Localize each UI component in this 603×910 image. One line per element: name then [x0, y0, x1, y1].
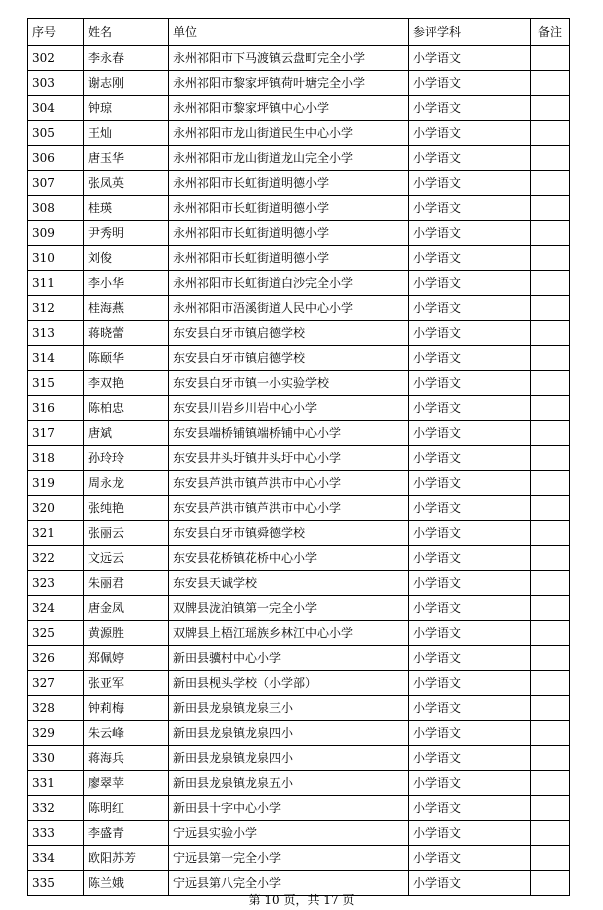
cell-seq: 306	[28, 146, 84, 171]
cell-seq: 329	[28, 721, 84, 746]
cell-note	[531, 846, 570, 871]
cell-name: 钟琼	[84, 96, 169, 121]
cell-name: 张亚军	[84, 671, 169, 696]
table-row	[28, 71, 570, 96]
cell-unit: 东安县花桥镇花桥中心小学	[169, 546, 409, 571]
cell-note	[531, 771, 570, 796]
cell-subject: 小学语文	[409, 771, 531, 796]
cell-name: 张丽云	[84, 521, 169, 546]
cell-unit: 新田县龙泉镇龙泉四小	[169, 746, 409, 771]
cell-name: 唐斌	[84, 421, 169, 446]
cell-name: 孙玲玲	[84, 446, 169, 471]
cell-note	[531, 796, 570, 821]
cell-seq: 324	[28, 596, 84, 621]
cell-unit: 东安县白牙市镇启德学校	[169, 321, 409, 346]
cell-name: 李永春	[84, 46, 169, 71]
cell-name: 欧阳苏芳	[84, 846, 169, 871]
cell-note	[531, 671, 570, 696]
cell-name: 谢志刚	[84, 71, 169, 96]
cell-unit: 东安县天诚学校	[169, 571, 409, 596]
cell-seq: 313	[28, 321, 84, 346]
cell-unit: 东安县芦洪市镇芦洪市中心小学	[169, 496, 409, 521]
cell-subject: 小学语文	[409, 571, 531, 596]
table-row	[28, 396, 570, 421]
cell-subject: 小学语文	[409, 496, 531, 521]
cell-note	[531, 346, 570, 371]
cell-note	[531, 621, 570, 646]
cell-seq: 312	[28, 296, 84, 321]
header-subject: 参评学科	[409, 19, 531, 46]
cell-unit: 永州祁阳市黎家坪镇荷叶塘完全小学	[169, 71, 409, 96]
table-row	[28, 471, 570, 496]
cell-subject: 小学语文	[409, 721, 531, 746]
cell-subject: 小学语文	[409, 596, 531, 621]
cell-subject: 小学语文	[409, 246, 531, 271]
cell-note	[531, 321, 570, 346]
table-row	[28, 371, 570, 396]
table-row	[28, 771, 570, 796]
cell-subject: 小学语文	[409, 321, 531, 346]
cell-seq: 303	[28, 71, 84, 96]
cell-unit: 新田县骥村中心小学	[169, 646, 409, 671]
cell-subject: 小学语文	[409, 221, 531, 246]
cell-seq: 323	[28, 571, 84, 596]
cell-seq: 333	[28, 821, 84, 846]
table-row	[28, 246, 570, 271]
cell-seq: 320	[28, 496, 84, 521]
table-body	[28, 46, 570, 896]
cell-seq: 335	[28, 871, 84, 896]
cell-seq: 318	[28, 446, 84, 471]
cell-seq: 334	[28, 846, 84, 871]
page-number-footer: 第 10 页，共 17 页	[248, 893, 355, 907]
cell-unit: 双牌县泷泊镇第一完全小学	[169, 596, 409, 621]
cell-subject: 小学语文	[409, 271, 531, 296]
cell-unit: 东安县端桥铺镇端桥铺中心小学	[169, 421, 409, 446]
table-row	[28, 346, 570, 371]
cell-name: 李双艳	[84, 371, 169, 396]
cell-seq: 322	[28, 546, 84, 571]
cell-name: 文远云	[84, 546, 169, 571]
cell-name: 李盛青	[84, 821, 169, 846]
cell-note	[531, 396, 570, 421]
cell-unit: 永州祁阳市长虹街道明德小学	[169, 196, 409, 221]
cell-unit: 永州祁阳市长虹街道明德小学	[169, 171, 409, 196]
cell-seq: 317	[28, 421, 84, 446]
cell-seq: 326	[28, 646, 84, 671]
cell-seq: 328	[28, 696, 84, 721]
cell-note	[531, 71, 570, 96]
cell-name: 陈颐华	[84, 346, 169, 371]
table-row	[28, 96, 570, 121]
cell-subject: 小学语文	[409, 546, 531, 571]
cell-name: 张纯艳	[84, 496, 169, 521]
cell-name: 尹秀明	[84, 221, 169, 246]
cell-name: 刘俊	[84, 246, 169, 271]
cell-unit: 东安县井头圩镇井头圩中心小学	[169, 446, 409, 471]
cell-note	[531, 696, 570, 721]
table-row	[28, 821, 570, 846]
cell-note	[531, 746, 570, 771]
cell-subject: 小学语文	[409, 71, 531, 96]
cell-note	[531, 221, 570, 246]
table-row	[28, 46, 570, 71]
cell-seq: 316	[28, 396, 84, 421]
cell-unit: 新田县枧头学校（小学部）	[169, 671, 409, 696]
cell-seq: 330	[28, 746, 84, 771]
cell-note	[531, 371, 570, 396]
cell-unit: 新田县龙泉镇龙泉四小	[169, 721, 409, 746]
cell-subject: 小学语文	[409, 671, 531, 696]
cell-seq: 319	[28, 471, 84, 496]
cell-note	[531, 271, 570, 296]
table-row	[28, 171, 570, 196]
cell-unit: 永州祁阳市下马渡镇云盘町完全小学	[169, 46, 409, 71]
cell-name: 钟莉梅	[84, 696, 169, 721]
table-row	[28, 596, 570, 621]
table-row	[28, 496, 570, 521]
cell-seq: 307	[28, 171, 84, 196]
cell-unit: 永州祁阳市长虹街道白沙完全小学	[169, 271, 409, 296]
cell-unit: 新田县十字中心小学	[169, 796, 409, 821]
cell-name: 廖翠苹	[84, 771, 169, 796]
cell-subject: 小学语文	[409, 646, 531, 671]
cell-name: 黄源胜	[84, 621, 169, 646]
cell-seq: 310	[28, 246, 84, 271]
cell-unit: 双牌县上梧江瑶族乡林江中心小学	[169, 621, 409, 646]
cell-subject: 小学语文	[409, 346, 531, 371]
cell-unit: 宁远县第八完全小学	[169, 871, 409, 896]
table-row	[28, 871, 570, 896]
cell-subject: 小学语文	[409, 846, 531, 871]
roster-table	[27, 18, 570, 896]
cell-unit: 东安县芦洪市镇芦洪市中心小学	[169, 471, 409, 496]
cell-unit: 东安县白牙市镇启德学校	[169, 346, 409, 371]
cell-name: 桂瑛	[84, 196, 169, 221]
table-row	[28, 721, 570, 746]
cell-note	[531, 296, 570, 321]
cell-unit: 东安县白牙市镇舜德学校	[169, 521, 409, 546]
cell-subject: 小学语文	[409, 796, 531, 821]
cell-subject: 小学语文	[409, 371, 531, 396]
cell-name: 桂海燕	[84, 296, 169, 321]
table-row	[28, 121, 570, 146]
cell-unit: 永州祁阳市黎家坪镇中心小学	[169, 96, 409, 121]
cell-seq: 302	[28, 46, 84, 71]
cell-seq: 311	[28, 271, 84, 296]
cell-subject: 小学语文	[409, 421, 531, 446]
cell-unit: 永州祁阳市浯溪街道人民中心小学	[169, 296, 409, 321]
table-row	[28, 846, 570, 871]
table-row	[28, 746, 570, 771]
cell-subject: 小学语文	[409, 696, 531, 721]
cell-name: 陈明红	[84, 796, 169, 821]
table-row	[28, 446, 570, 471]
cell-name: 唐金凤	[84, 596, 169, 621]
cell-seq: 309	[28, 221, 84, 246]
cell-name: 郑佩婷	[84, 646, 169, 671]
cell-note	[531, 421, 570, 446]
cell-unit: 永州祁阳市长虹街道明德小学	[169, 246, 409, 271]
cell-name: 李小华	[84, 271, 169, 296]
table-header-row	[28, 19, 570, 46]
header-name: 姓名	[84, 19, 169, 46]
cell-subject: 小学语文	[409, 471, 531, 496]
cell-name: 张凤英	[84, 171, 169, 196]
table-row	[28, 671, 570, 696]
cell-note	[531, 146, 570, 171]
cell-subject: 小学语文	[409, 196, 531, 221]
cell-subject: 小学语文	[409, 46, 531, 71]
cell-subject: 小学语文	[409, 621, 531, 646]
cell-note	[531, 721, 570, 746]
cell-subject: 小学语文	[409, 296, 531, 321]
table-row	[28, 146, 570, 171]
cell-name: 朱丽君	[84, 571, 169, 596]
cell-unit: 新田县龙泉镇龙泉五小	[169, 771, 409, 796]
cell-unit: 东安县川岩乡川岩中心小学	[169, 396, 409, 421]
cell-subject: 小学语文	[409, 746, 531, 771]
table-row	[28, 321, 570, 346]
table-row	[28, 296, 570, 321]
table-row	[28, 621, 570, 646]
cell-name: 蒋海兵	[84, 746, 169, 771]
cell-seq: 305	[28, 121, 84, 146]
cell-seq: 332	[28, 796, 84, 821]
cell-name: 唐玉华	[84, 146, 169, 171]
cell-seq: 315	[28, 371, 84, 396]
cell-note	[531, 571, 570, 596]
cell-subject: 小学语文	[409, 871, 531, 896]
cell-subject: 小学语文	[409, 821, 531, 846]
table-row	[28, 646, 570, 671]
cell-seq: 308	[28, 196, 84, 221]
cell-subject: 小学语文	[409, 396, 531, 421]
table-row	[28, 696, 570, 721]
cell-note	[531, 246, 570, 271]
table-row	[28, 196, 570, 221]
table-row	[28, 521, 570, 546]
cell-subject: 小学语文	[409, 121, 531, 146]
cell-seq: 321	[28, 521, 84, 546]
table-row	[28, 421, 570, 446]
cell-unit: 永州祁阳市龙山街道龙山完全小学	[169, 146, 409, 171]
cell-unit: 永州祁阳市龙山街道民生中心小学	[169, 121, 409, 146]
cell-note	[531, 96, 570, 121]
cell-note	[531, 821, 570, 846]
cell-seq: 314	[28, 346, 84, 371]
cell-name: 朱云峰	[84, 721, 169, 746]
cell-note	[531, 521, 570, 546]
cell-note	[531, 646, 570, 671]
cell-note	[531, 471, 570, 496]
cell-subject: 小学语文	[409, 446, 531, 471]
cell-note	[531, 121, 570, 146]
cell-note	[531, 46, 570, 71]
table-row	[28, 221, 570, 246]
table-row	[28, 796, 570, 821]
cell-unit: 东安县白牙市镇一小实验学校	[169, 371, 409, 396]
header-unit: 单位	[169, 19, 409, 46]
cell-subject: 小学语文	[409, 521, 531, 546]
table-row	[28, 571, 570, 596]
cell-unit: 宁远县实验小学	[169, 821, 409, 846]
header-note: 备注	[531, 19, 570, 46]
header-seq: 序号	[28, 19, 84, 46]
cell-note	[531, 196, 570, 221]
cell-seq: 327	[28, 671, 84, 696]
cell-unit: 永州祁阳市长虹街道明德小学	[169, 221, 409, 246]
cell-unit: 新田县龙泉镇龙泉三小	[169, 696, 409, 721]
cell-note	[531, 496, 570, 521]
cell-subject: 小学语文	[409, 146, 531, 171]
cell-seq: 331	[28, 771, 84, 796]
cell-note	[531, 546, 570, 571]
cell-name: 陈兰娥	[84, 871, 169, 896]
table-row	[28, 546, 570, 571]
cell-seq: 304	[28, 96, 84, 121]
cell-subject: 小学语文	[409, 96, 531, 121]
cell-name: 蒋晓蕾	[84, 321, 169, 346]
cell-subject: 小学语文	[409, 171, 531, 196]
cell-name: 周永龙	[84, 471, 169, 496]
cell-name: 王灿	[84, 121, 169, 146]
cell-note	[531, 871, 570, 896]
cell-name: 陈柏忠	[84, 396, 169, 421]
table-row	[28, 271, 570, 296]
cell-note	[531, 596, 570, 621]
cell-seq: 325	[28, 621, 84, 646]
cell-note	[531, 171, 570, 196]
cell-unit: 宁远县第一完全小学	[169, 846, 409, 871]
cell-note	[531, 446, 570, 471]
